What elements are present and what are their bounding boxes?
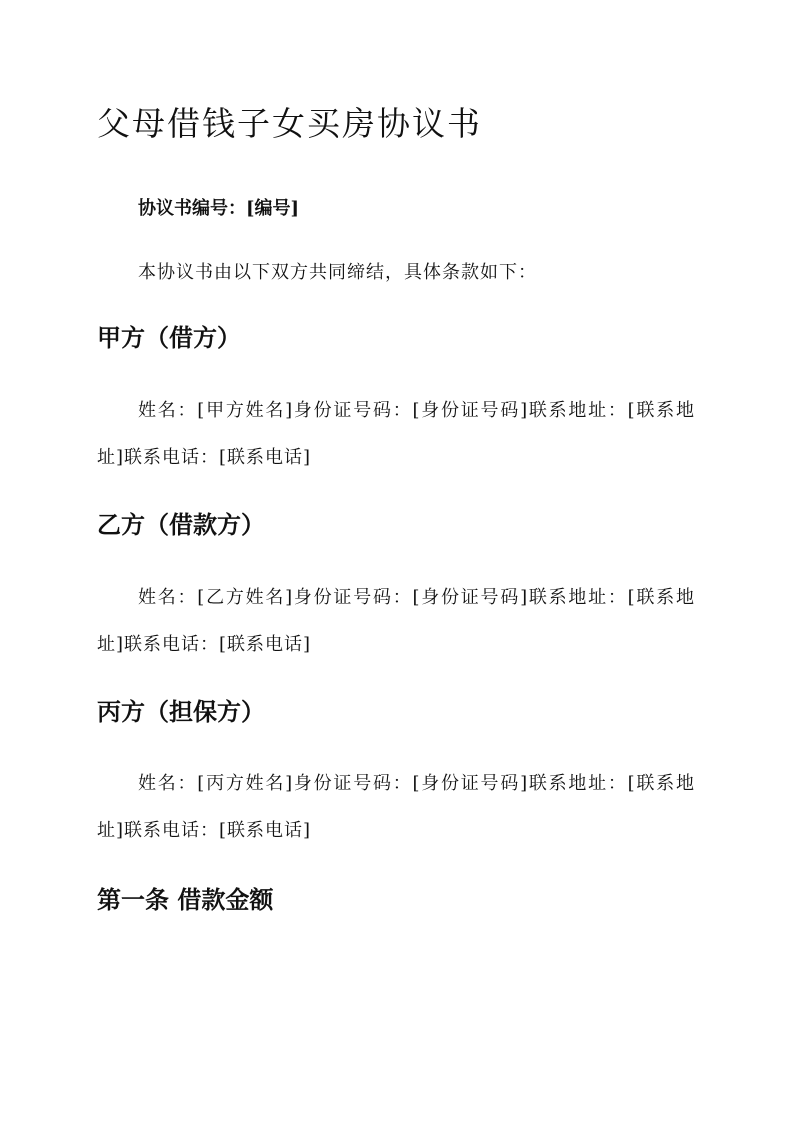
intro-paragraph: 本协议书由以下双方共同缔结，具体条款如下： bbox=[138, 262, 537, 283]
party-b-heading: 乙方（借款方） bbox=[97, 510, 265, 539]
party-a-details: 姓名：[甲方姓名]身份证号码：[身份证号码]联系地址：[联系地址]联系电话：[联系电话] bbox=[97, 400, 695, 468]
party-a-heading: 甲方（借方） bbox=[97, 323, 241, 352]
party-c-details: 姓名：[丙方姓名]身份证号码：[身份证号码]联系地址：[联系地址]联系电话：[联系电话] bbox=[97, 773, 695, 841]
party-b-details: 姓名：[乙方姓名]身份证号码：[身份证号码]联系地址：[联系地址]联系电话：[联系电话] bbox=[97, 587, 695, 655]
agreement-number: 协议书编号：[编号] bbox=[138, 198, 300, 219]
party-c-heading: 丙方（担保方） bbox=[97, 697, 265, 726]
article-1-heading: 第一条 借款金额 bbox=[97, 885, 274, 914]
document-title: 父母借钱子女买房协议书 bbox=[97, 104, 482, 143]
